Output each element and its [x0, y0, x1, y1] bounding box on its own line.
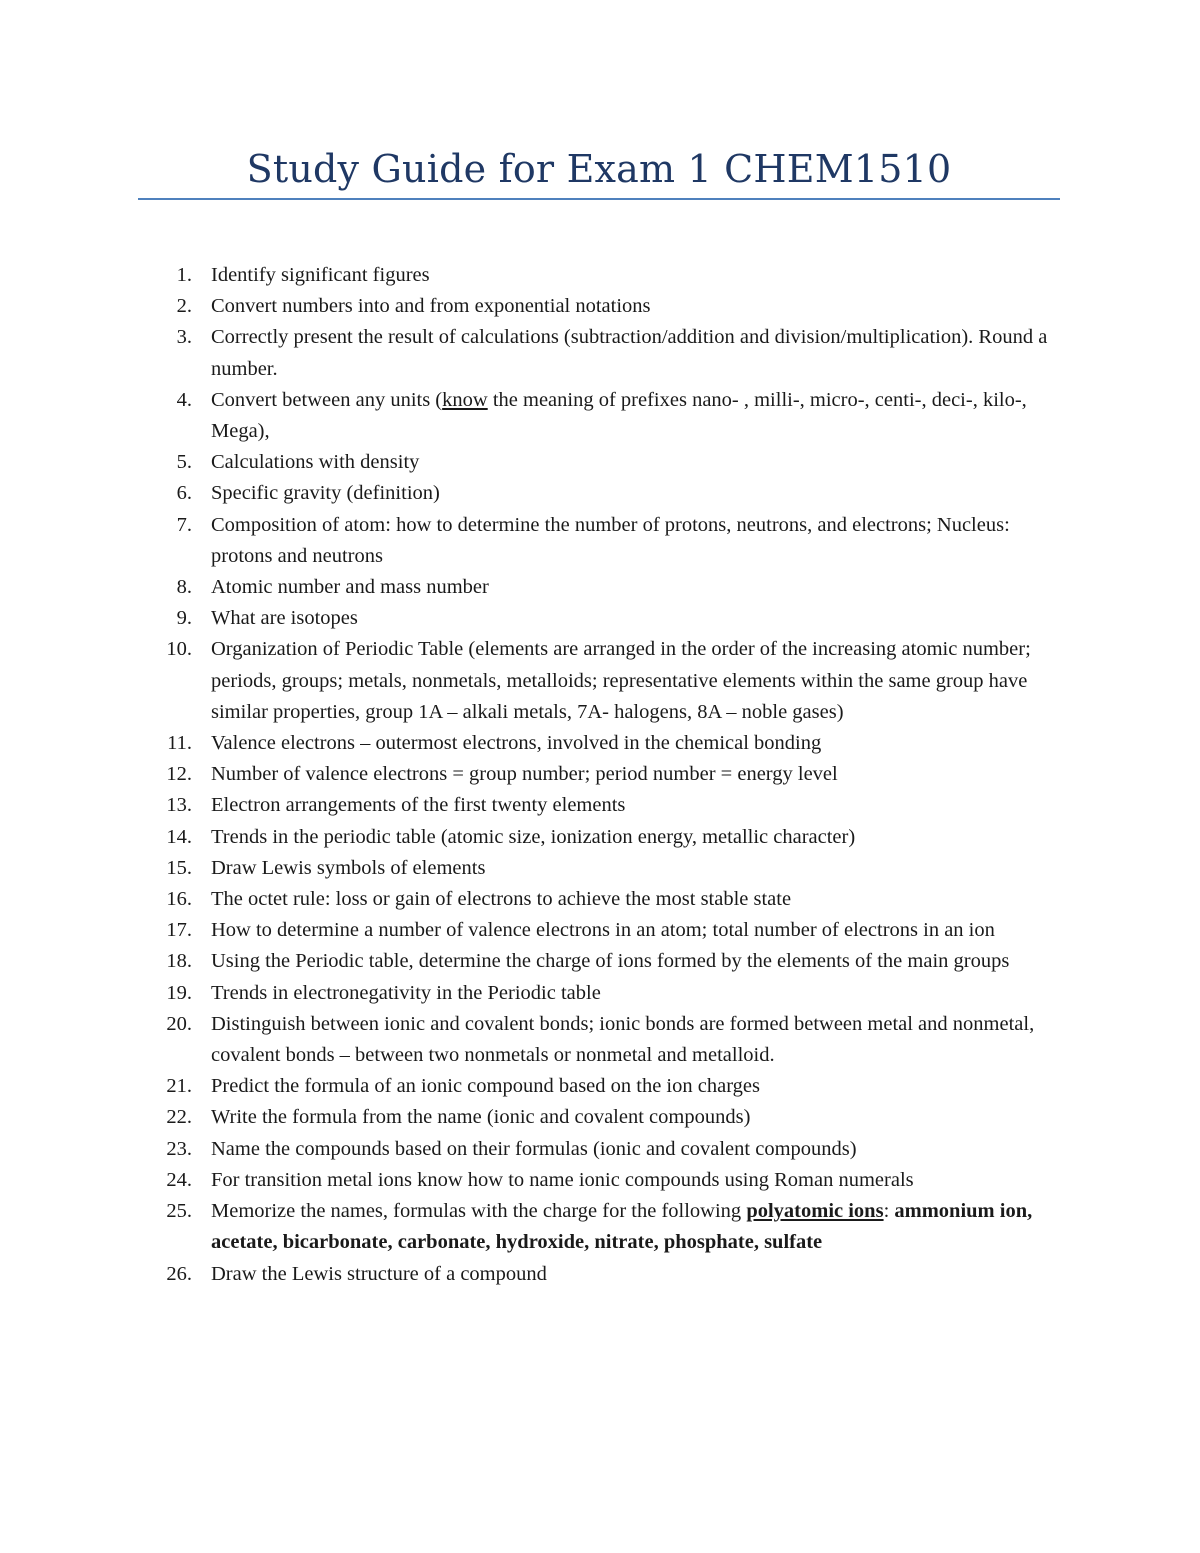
item-text: For transition metal ions know how to name ionic compounds using Roman numerals	[211, 1168, 914, 1191]
study-topic-list	[148, 260, 1060, 1290]
item-number: 17.	[166, 919, 192, 942]
title-underline	[138, 198, 1060, 200]
item-number: 5.	[176, 451, 192, 474]
item-number: 20.	[166, 1012, 192, 1035]
item-text: Composition of atom: how to determine the number of protons, neutrons, and electrons; Nucleus: protons and neutrons	[211, 513, 1010, 567]
list-item	[148, 260, 1060, 291]
list-item	[148, 572, 1060, 603]
item-number: 2.	[176, 295, 192, 318]
list-item	[148, 1071, 1060, 1102]
item-text: Using the Periodic table, determine the charge of ions formed by the elements of the main groups	[211, 950, 1010, 973]
list-item	[148, 853, 1060, 884]
item-text: Identify significant figures	[211, 264, 430, 286]
item-number: 7.	[176, 513, 192, 536]
list-item	[148, 447, 1060, 478]
item-number: 14.	[166, 825, 192, 848]
list-item	[148, 603, 1060, 634]
list-item	[148, 884, 1060, 915]
item-number: 3.	[176, 326, 192, 349]
list-item	[148, 478, 1060, 509]
document-title: Study Guide for Exam 1 CHEM1510	[246, 147, 952, 191]
list-item	[148, 1009, 1060, 1071]
item-text: Organization of Periodic Table (elements are arranged in the order of the increasing atomic number; periods, groups; metals, nonmetals, metalloids; representative elements within the same group have similar properties, group 1A – alkali metals, 7A- halogens, 8A – noble gases)	[211, 638, 1031, 723]
list-item	[148, 1259, 1060, 1290]
item-text: Trends in the periodic table (atomic size, ionization energy, metallic character)	[211, 825, 856, 848]
item-text: Write the formula from the name (ionic and covalent compounds)	[211, 1106, 751, 1129]
item-number: 18.	[166, 950, 192, 973]
item-text: Valence electrons – outermost electrons, involved in the chemical bonding	[211, 732, 822, 755]
item-number: 11.	[167, 732, 192, 755]
item-number: 12.	[166, 763, 192, 786]
item-text-underlined: know	[442, 388, 488, 411]
list-item	[148, 915, 1060, 946]
list-item	[148, 385, 1060, 447]
item-number: 22.	[166, 1106, 192, 1129]
item-text: What are isotopes	[211, 607, 358, 630]
list-item	[148, 759, 1060, 790]
item-number: 1.	[176, 264, 192, 286]
item-text: Convert numbers into and from exponential notations	[211, 295, 651, 318]
item-number: 8.	[176, 576, 192, 599]
polyatomic-ions-list: ammonium ion, acetate, bicarbonate, carbonate, hydroxide, nitrate, phosphate, sulfate	[211, 1200, 1033, 1254]
item-number: 24.	[166, 1168, 192, 1191]
item-text: Number of valence electrons = group number; period number = energy level	[211, 763, 838, 786]
item-text: Specific gravity (definition)	[211, 482, 440, 505]
item-text: Draw Lewis symbols of elements	[211, 856, 486, 879]
item-text-post: the meaning of prefixes nano- , milli-, micro-, centi-, deci-, kilo-, Mega),	[211, 388, 1027, 443]
item-number: 26.	[166, 1262, 192, 1285]
list-item	[148, 1196, 1060, 1258]
list-item	[148, 291, 1060, 322]
item-text: Correctly present the result of calculations (subtraction/addition and division/multiplication). Round a number.	[211, 326, 1048, 380]
list-item	[148, 822, 1060, 853]
item-number: 4.	[176, 388, 192, 411]
item-text: Distinguish between ionic and covalent bonds; ionic bonds are formed between metal and nonmetal, covalent bonds – between two nonmetals or nonmetal and metalloid.	[211, 1012, 1035, 1067]
list-item	[148, 322, 1060, 384]
item-number: 6.	[176, 482, 192, 505]
item-text: Electron arrangements of the first twenty elements	[211, 794, 626, 817]
item-text: Draw the Lewis structure of a compound	[211, 1262, 547, 1285]
item-text: Atomic number and mass number	[211, 576, 489, 599]
polyatomic-ions-term: polyatomic ions	[746, 1200, 884, 1223]
item-number: 10.	[166, 638, 192, 661]
item-number: 21.	[166, 1075, 192, 1098]
item-text: Predict the formula of an ionic compound based on the ion charges	[211, 1075, 760, 1098]
item-number: 15.	[166, 856, 192, 879]
list-item	[148, 790, 1060, 821]
list-item	[148, 946, 1060, 977]
item-text-colon: :	[883, 1200, 890, 1223]
list-item	[148, 1134, 1060, 1165]
item-number: 23.	[166, 1137, 192, 1160]
item-text: How to determine a number of valence electrons in an atom; total number of electrons in an ion	[211, 919, 995, 942]
list-item	[148, 510, 1060, 572]
list-item	[148, 1102, 1060, 1133]
item-text-pre: Memorize the names, formulas with the charge for the following	[211, 1200, 747, 1223]
item-number: 13.	[166, 794, 192, 817]
item-number: 9.	[176, 607, 192, 630]
item-text: The octet rule: loss or gain of electrons to achieve the most stable state	[211, 888, 792, 911]
item-number: 25.	[166, 1200, 192, 1223]
list-item	[148, 1165, 1060, 1196]
list-item	[148, 728, 1060, 759]
item-text: Name the compounds based on their formulas (ionic and covalent compounds)	[211, 1137, 857, 1160]
list-item	[148, 634, 1060, 728]
item-number: 16.	[166, 888, 192, 911]
list-item	[148, 978, 1060, 1009]
item-text: Calculations with density	[211, 451, 420, 474]
item-number: 19.	[166, 981, 192, 1004]
item-text-pre: Convert between any units (	[211, 388, 443, 411]
item-text: Trends in electronegativity in the Periodic table	[211, 981, 601, 1004]
